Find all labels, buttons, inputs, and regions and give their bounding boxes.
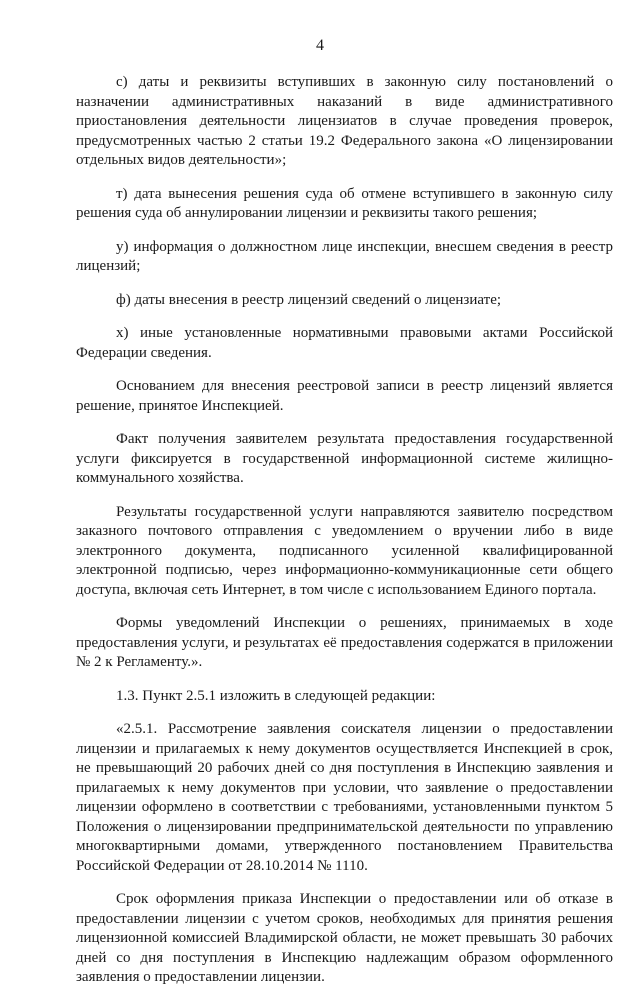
paragraph-item-s: с) даты и реквизиты вступивших в законную силу постановлений о назначении административных наказаний в виде административного приостановления деятельности лицензиатов в случае проведения проверок, предусмотренных частью 2 статьи 19.2 Федерального закона «О лицензировании отдельных видов деятельности»; bbox=[76, 74, 613, 168]
paragraph-result-delivery: Результаты государственной услуги направляются заявителю посредством заказного почтового отправления с уведомлением о вручении либо в виде электронного документа, подписанного усиленной квалифицированной электронной подписью, через информационно-коммуникационные сети общего доступа, включая сеть Интернет, в том числе с использованием Единого портала. bbox=[76, 503, 613, 598]
paragraph-item-t: т) дата вынесения решения суда об отмене вступившего в законную силу решения суда об аннулировании лицензии и реквизиты такого решения; bbox=[76, 185, 613, 221]
document-body bbox=[76, 73, 613, 988]
paragraph-item-f: ф) даты внесения в реестр лицензий сведений о лицензиате; bbox=[116, 291, 502, 308]
paragraph-amendment-1-3: 1.3. Пункт 2.5.1 изложить в следующей редакции: bbox=[116, 687, 436, 704]
paragraph-result-fixation: Факт получения заявителем результата предоставления государственной услуги фиксируется в государственной информационной системе жилищно-коммунального хозяйства. bbox=[76, 431, 613, 486]
paragraph-clause-2-5-1: «2.5.1. Рассмотрение заявления соискателя лицензии о предоставлении лицензии и прилагаемых к нему документов осуществляется Инспекцией в срок, не превышающий 20 рабочих дней со дня поступления в Инспекцию заявления и прилагаемых к нему документов при условии, что заявление о предоставлении лицензии оформлено в соответствии с требованиями, установленными пунктом 5 Положения о лицензировании предпринимательской деятельности по управлению многоквартирными домами, утвержденного постановлением Правительства Российской Федерации от 28.10.2014 № 1110. bbox=[76, 721, 613, 874]
paragraph-item-u: у) информация о должностном лице инспекции, внесшем сведения в реестр лицензий; bbox=[76, 238, 613, 274]
page-number: 4 bbox=[316, 37, 324, 54]
paragraph-order-deadline: Срок оформления приказа Инспекции о предоставлении или об отказе в предоставлении лицензии с учетом сроков, необходимых для принятия решения лицензионной комиссией Владимирской области, не может превышать 30 рабочих дней со дня поступления в Инспекцию надлежащим образом оформленного заявления о предоставлении лицензии. bbox=[76, 891, 613, 985]
paragraph-notification-forms: Формы уведомлений Инспекции о решениях, принимаемых в ходе предоставления услуги, и результатах её предоставления содержатся в приложении № 2 к Регламенту.». bbox=[76, 615, 613, 670]
paragraph-item-kh: х) иные установленные нормативными правовыми актами Российской Федерации сведения. bbox=[76, 325, 613, 361]
paragraph-registry-basis: Основанием для внесения реестровой записи в реестр лицензий является решение, принятое Инспекцией. bbox=[76, 378, 613, 414]
